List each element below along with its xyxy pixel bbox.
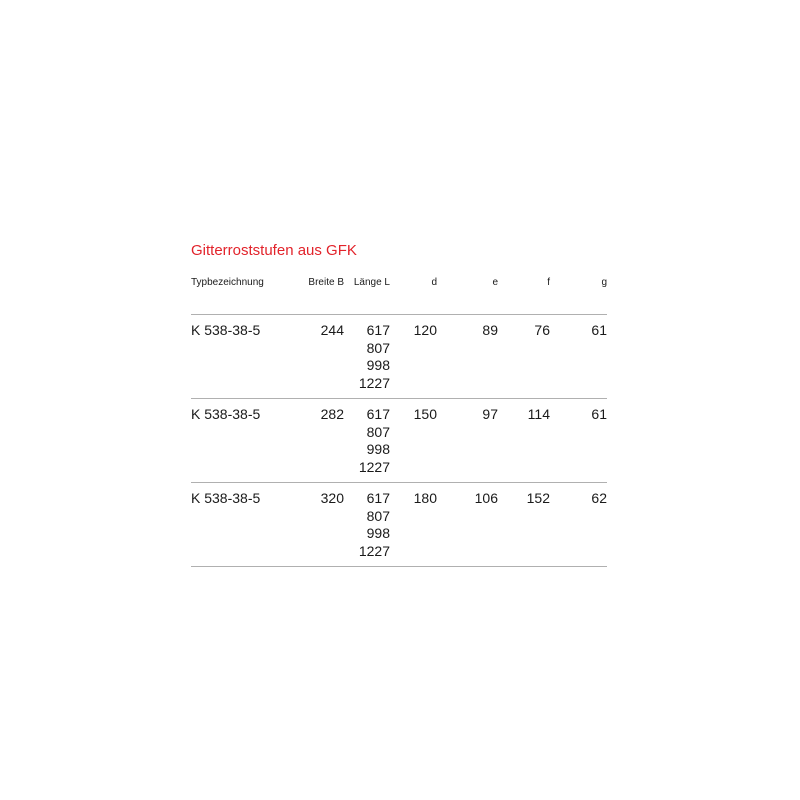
laenge-value: 998: [366, 441, 390, 457]
table-row: [191, 399, 607, 483]
header-laenge: Länge L: [344, 276, 390, 315]
laenge-value: 1227: [358, 374, 390, 391]
header-typbezeichnung: Typbezeichnung: [191, 276, 291, 315]
laenge-value: 807: [366, 423, 390, 440]
table-row: [191, 315, 607, 399]
laenge-value: 998: [366, 525, 390, 541]
cell-type: K 538-38-5: [191, 483, 291, 567]
cell-breite: 244: [291, 315, 344, 399]
header-g: g: [550, 276, 607, 315]
cell-f: 114: [498, 399, 550, 483]
header-breite: Breite B: [291, 276, 344, 315]
header-f: f: [498, 276, 550, 315]
cell-type: K 538-38-5: [191, 315, 291, 399]
cell-g: 61: [550, 315, 607, 399]
cell-f: 76: [498, 315, 550, 399]
laenge-value: 617: [366, 322, 390, 338]
table-row: [191, 483, 607, 567]
laenge-value: 1227: [358, 542, 390, 559]
cell-e: 89: [437, 315, 498, 399]
laenge-value: 617: [366, 490, 390, 506]
cell-d: 120: [390, 315, 437, 399]
cell-d: 180: [390, 483, 437, 567]
cell-d: 150: [390, 399, 437, 483]
laenge-value: 807: [366, 339, 390, 356]
laenge-value: 998: [366, 357, 390, 373]
document: [191, 240, 607, 567]
laenge-value: 807: [366, 507, 390, 524]
cell-f: 152: [498, 483, 550, 567]
header-row: [191, 276, 607, 315]
cell-g: 61: [550, 399, 607, 483]
table-title: Gitterroststufen aus GFK: [191, 242, 357, 259]
cell-e: 97: [437, 399, 498, 483]
cell-laenge: [344, 483, 390, 567]
cell-breite: 320: [291, 483, 344, 567]
cell-type: K 538-38-5: [191, 399, 291, 483]
header-d: d: [390, 276, 437, 315]
cell-g: 62: [550, 483, 607, 567]
laenge-value: 1227: [358, 458, 390, 475]
cell-breite: 282: [291, 399, 344, 483]
laenge-value: 617: [366, 406, 390, 422]
spec-table: [191, 276, 607, 567]
cell-laenge: [344, 399, 390, 483]
header-e: e: [437, 276, 498, 315]
cell-e: 106: [437, 483, 498, 567]
cell-laenge: [344, 315, 390, 399]
